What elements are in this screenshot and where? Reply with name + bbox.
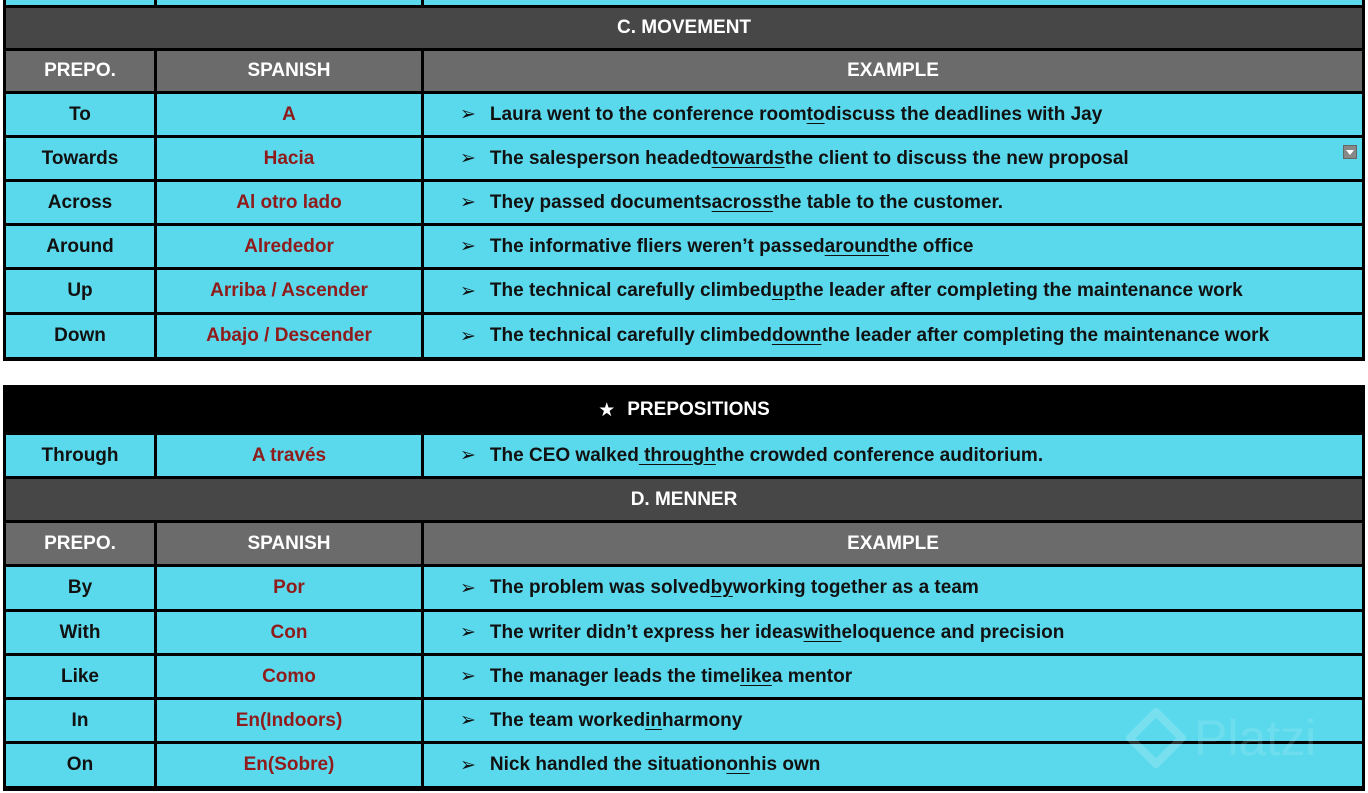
spanish-cell: Alrededor <box>157 226 421 267</box>
example-text-end: the leader after completing the maintenance work <box>821 325 1270 346</box>
prep-cell: Down <box>6 315 154 357</box>
example-text: The manager leads the time <box>489 665 741 687</box>
example-cell <box>424 744 1362 786</box>
example-cell <box>424 435 1362 476</box>
example-cell <box>424 656 1362 697</box>
example-text-end: the leader after completing the maintenance work <box>795 280 1243 301</box>
arrow-bullet-icon: ➢ <box>460 445 476 466</box>
movement-table <box>3 0 1365 361</box>
example-cell <box>424 567 1362 609</box>
arrow-bullet-icon: ➢ <box>460 325 476 347</box>
example-text-end: the client to discuss the new proposal <box>784 147 1129 169</box>
prep-cell: To <box>6 94 154 135</box>
section-title-manner: D. MENNER <box>6 479 1362 520</box>
arrow-bullet-icon: ➢ <box>460 577 476 599</box>
example-text-end: a mentor <box>771 665 853 687</box>
header-example: EXAMPLE <box>424 523 1362 564</box>
section-title-movement: C. MOVEMENT <box>6 8 1362 48</box>
arrow-bullet-icon: ➢ <box>460 666 476 687</box>
header-spanish: SPANISH <box>157 51 421 91</box>
underlined-preposition: through <box>638 444 716 466</box>
example-text: The technical carefully climbed <box>489 325 772 346</box>
prev-row-cell <box>6 0 154 5</box>
cell-dropdown-icon[interactable] <box>1343 145 1357 159</box>
prep-cell: In <box>6 700 154 741</box>
arrow-bullet-icon: ➢ <box>460 192 476 213</box>
underlined-preposition: like <box>740 665 772 687</box>
underlined-preposition: across <box>711 191 773 213</box>
underlined-preposition: on <box>726 754 750 775</box>
example-text: Laura went to the conference room <box>489 103 807 125</box>
example-cell[interactable] <box>424 138 1362 179</box>
example-text: Nick handled the situation <box>489 754 727 775</box>
arrow-bullet-icon: ➢ <box>460 104 476 125</box>
header-example: EXAMPLE <box>424 51 1362 91</box>
example-text: The problem was solved <box>489 577 711 598</box>
header-spanish: SPANISH <box>157 523 421 564</box>
example-text: The informative fliers weren’t passed <box>489 235 825 257</box>
prep-cell: Towards <box>6 138 154 179</box>
example-text-end: the table to the customer. <box>772 191 1004 213</box>
example-cell <box>424 700 1362 741</box>
arrow-bullet-icon: ➢ <box>460 236 476 257</box>
prepositions-banner <box>6 388 1362 432</box>
example-cell <box>424 270 1362 312</box>
spanish-cell: A través <box>157 435 421 476</box>
example-text: The writer didn’t express her ideas <box>489 621 804 643</box>
spanish-cell: En(Sobre) <box>157 744 421 786</box>
arrow-bullet-icon: ➢ <box>460 148 476 169</box>
spanish-cell: En(Indoors) <box>157 700 421 741</box>
prepositions-title: PREPOSITIONS <box>627 399 770 420</box>
arrow-bullet-icon: ➢ <box>460 710 476 731</box>
prev-row-cell <box>157 0 421 5</box>
manner-table <box>3 385 1365 791</box>
star-icon: ★ <box>598 399 616 421</box>
spanish-cell: A <box>157 94 421 135</box>
prep-cell: Around <box>6 226 154 267</box>
arrow-bullet-icon: ➢ <box>460 622 476 643</box>
example-cell <box>424 94 1362 135</box>
spanish-cell: Al otro lado <box>157 182 421 223</box>
example-cell <box>424 612 1362 653</box>
spanish-cell: Arriba / Ascender <box>157 270 421 312</box>
prep-cell: On <box>6 744 154 786</box>
prep-cell: By <box>6 567 154 609</box>
underlined-preposition: to <box>806 103 825 125</box>
example-cell <box>424 315 1362 357</box>
underlined-preposition: around <box>824 235 890 257</box>
underlined-preposition: by <box>710 577 733 598</box>
spanish-cell: Como <box>157 656 421 697</box>
prep-cell: Across <box>6 182 154 223</box>
example-text-end: his own <box>749 754 821 775</box>
example-cell <box>424 182 1362 223</box>
example-text-end: working together as a team <box>732 577 979 598</box>
underlined-preposition: in <box>645 709 663 731</box>
example-cell <box>424 226 1362 267</box>
prev-row-cell <box>424 0 1362 5</box>
underlined-preposition: with <box>803 621 842 643</box>
spanish-cell: Hacia <box>157 138 421 179</box>
underlined-preposition: up <box>771 280 796 301</box>
example-text-end: the crowded conference auditorium. <box>715 444 1044 466</box>
arrow-bullet-icon: ➢ <box>460 754 476 776</box>
example-text-end: harmony <box>662 709 743 731</box>
spanish-cell: Con <box>157 612 421 653</box>
example-text: The salesperson headed <box>489 147 712 169</box>
underlined-preposition: down <box>771 325 822 346</box>
example-text-end: eloquence and precision <box>841 621 1065 643</box>
example-text-end: the office <box>889 235 974 257</box>
example-text: The technical carefully climbed <box>489 280 772 301</box>
prep-cell: Up <box>6 270 154 312</box>
example-text: They passed documents <box>489 191 712 213</box>
spanish-cell: Por <box>157 567 421 609</box>
example-text: The CEO walked <box>489 444 639 466</box>
example-text-end: discuss the deadlines with Jay <box>824 103 1103 125</box>
underlined-preposition: towards <box>711 147 785 169</box>
arrow-bullet-icon: ➢ <box>460 280 476 302</box>
prep-cell: Like <box>6 656 154 697</box>
prep-cell: With <box>6 612 154 653</box>
header-prepo: PREPO. <box>6 523 154 564</box>
header-prepo: PREPO. <box>6 51 154 91</box>
example-text: The team worked <box>489 709 646 731</box>
prep-cell: Through <box>6 435 154 476</box>
spanish-cell: Abajo / Descender <box>157 315 421 357</box>
